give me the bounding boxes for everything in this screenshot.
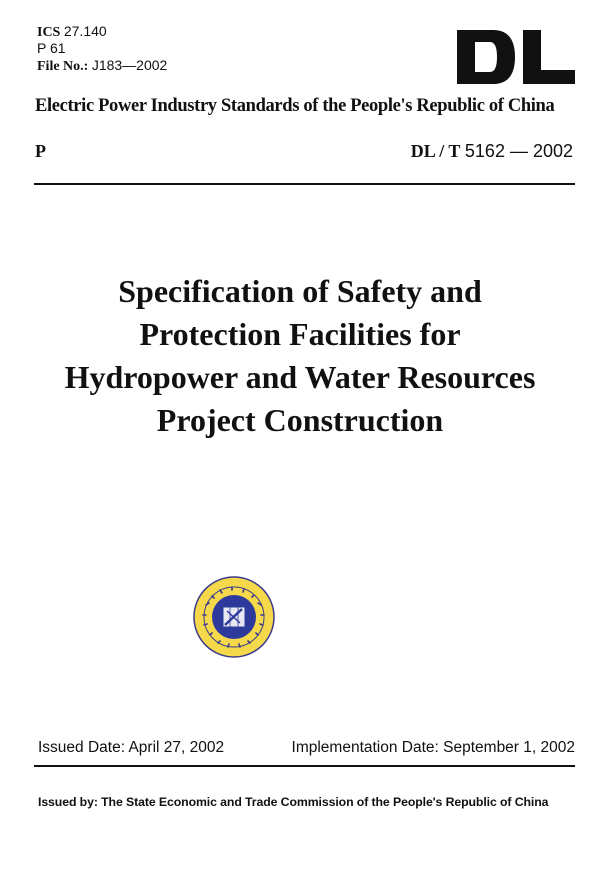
logo-letter-l [523, 30, 575, 84]
standard-code-number: 5162 — 2002 [464, 141, 573, 161]
bottom-divider [34, 765, 575, 767]
standard-code [411, 141, 573, 162]
publisher-seal [192, 575, 276, 659]
category-code: P 61 [37, 40, 66, 56]
title-line: Protection Facilities for [139, 316, 461, 352]
file-no-value: J183—2002 [91, 57, 168, 73]
org-title: Electric Power Industry Standards of the People's Republic of China [35, 96, 555, 116]
top-divider [34, 183, 575, 185]
category-letter: P [35, 141, 46, 161]
issued-date: Issued Date: April 27, 2002 [38, 739, 225, 756]
title-line: Specification of Safety and [118, 273, 482, 309]
title-line: Project Construction [156, 402, 444, 438]
implementation-date: Implementation Date: September 1, 2002 [291, 739, 575, 756]
ics-label: ICS [37, 25, 61, 40]
logo-letter-d [457, 30, 515, 84]
ics-line [37, 23, 107, 41]
standard-code-prefix: DL / T [410, 141, 461, 161]
document-title [0, 270, 600, 442]
title-line: Hydropower and Water Resources [64, 359, 536, 395]
category-code-line [37, 40, 66, 58]
dl-logo [457, 30, 575, 84]
file-no-label: File No.: [37, 59, 89, 74]
issued-by: Issued by: The State Economic and Trade Commission of the People's Republic of China [38, 795, 549, 809]
ics-value: 27.140 [63, 23, 107, 39]
file-no-line [37, 57, 167, 75]
